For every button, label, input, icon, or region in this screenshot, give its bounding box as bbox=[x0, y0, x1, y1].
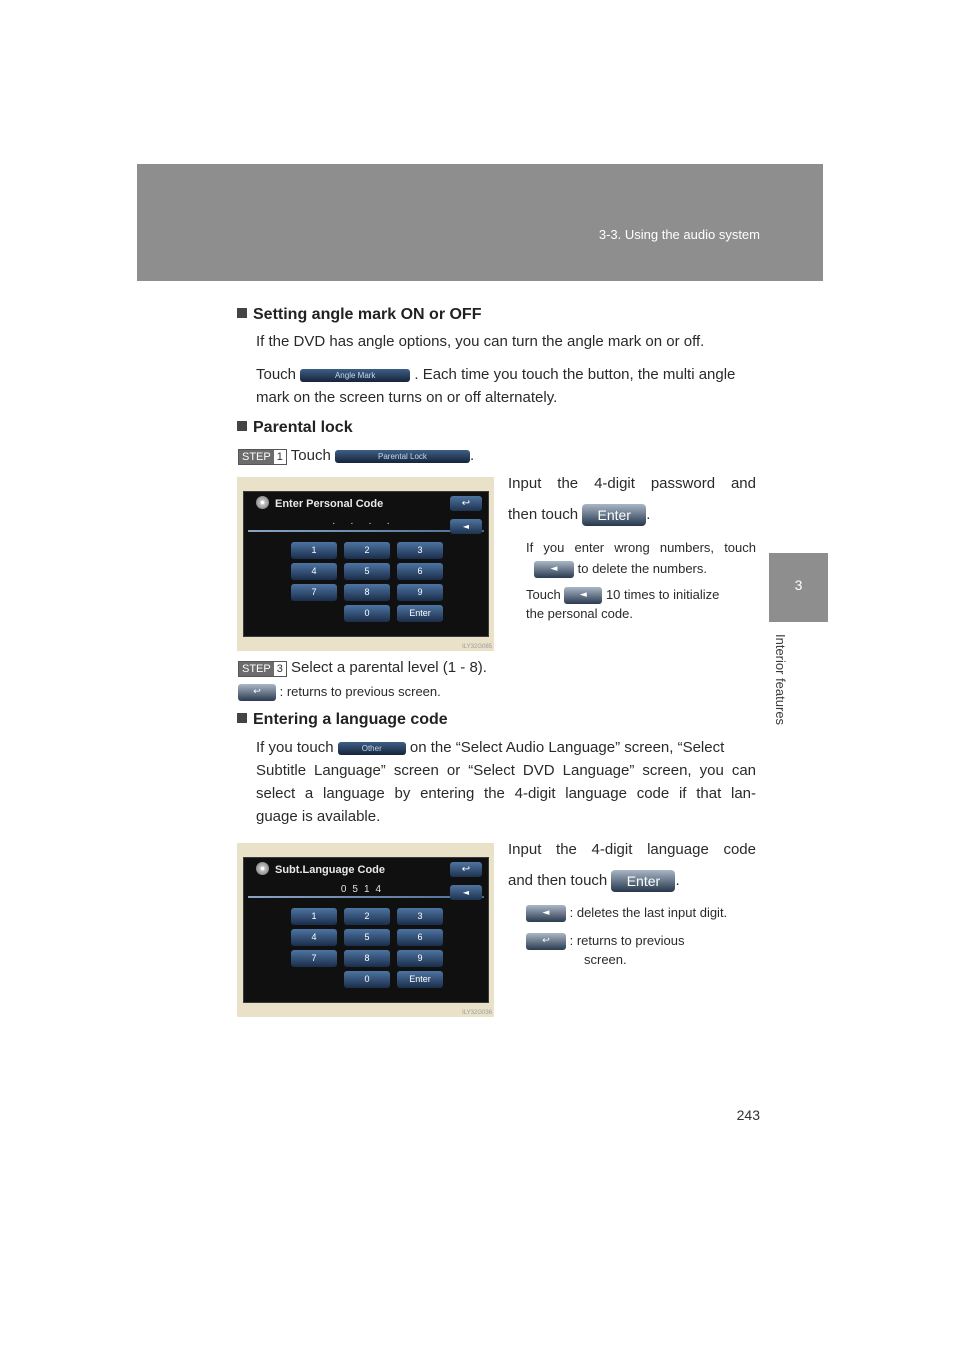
angle-mark-heading: Setting angle mark ON or OFF bbox=[237, 306, 481, 324]
angle-mark-line2: Touch Angle Mark . Each time you touch the button, the multi angle bbox=[256, 366, 736, 383]
delete-icon: ◄ bbox=[534, 561, 574, 578]
language-input-b: and then touch Enter . bbox=[508, 869, 758, 892]
square-bullet-icon bbox=[237, 421, 247, 431]
step2-text-a: Input the 4-digit password and bbox=[508, 475, 756, 492]
code-display: · · · · bbox=[332, 518, 396, 529]
language-p2: Subtitle Language” screen or “Select DVD Language” screen, you can bbox=[256, 762, 756, 779]
chapter-label: Interior features bbox=[773, 634, 788, 726]
divider bbox=[248, 530, 484, 532]
key-enter[interactable]: Enter bbox=[397, 971, 443, 988]
delete-button[interactable]: ◄ bbox=[450, 885, 482, 900]
language-code-heading: Entering a language code bbox=[237, 711, 448, 729]
key-2[interactable]: 2 bbox=[344, 542, 390, 559]
header-band bbox=[137, 164, 823, 281]
back-note: ↩ : returns to previous screen. bbox=[238, 682, 638, 701]
back-button[interactable]: ↩ bbox=[450, 862, 482, 877]
screen-title: Subt.Language Code bbox=[275, 864, 385, 876]
back-icon: ↩ bbox=[526, 933, 566, 950]
section-title: 3-3. Using the audio system bbox=[598, 227, 760, 242]
note-initialize: Touch ◄ 10 times to initialize the personal code. bbox=[526, 587, 720, 622]
key-2[interactable]: 2 bbox=[344, 908, 390, 925]
angle-mark-line3: mark on the screen turns on or off alternately. bbox=[256, 389, 558, 406]
language-p1: If you touch Other on the “Select Audio Language” screen, “Select bbox=[256, 739, 725, 756]
angle-mark-button[interactable]: Angle Mark bbox=[300, 369, 410, 382]
key-9[interactable]: 9 bbox=[397, 584, 443, 601]
screenshot-enter-personal-code bbox=[237, 477, 494, 651]
language-input-a: Input the 4-digit language code bbox=[508, 841, 756, 858]
angle-mark-line1: If the DVD has angle options, you can turn the angle mark on or off. bbox=[256, 333, 705, 350]
image-id: ILY32G036 bbox=[462, 1010, 492, 1016]
key-9[interactable]: 9 bbox=[397, 950, 443, 967]
divider bbox=[248, 896, 484, 898]
language-p4: guage is available. bbox=[256, 808, 381, 825]
disc-icon bbox=[256, 496, 269, 509]
step1-row: STEP 1 Touch Parental Lock . bbox=[238, 444, 758, 467]
display-screen bbox=[243, 857, 489, 1003]
key-4[interactable]: 4 bbox=[291, 929, 337, 946]
delete-icon: ◄ bbox=[564, 587, 602, 604]
key-7[interactable]: 7 bbox=[291, 950, 337, 967]
language-p3: select a language by entering the 4-digit language code if that lan- bbox=[256, 785, 756, 802]
key-0[interactable]: 0 bbox=[344, 605, 390, 622]
key-3[interactable]: 3 bbox=[397, 542, 443, 559]
square-bullet-icon bbox=[237, 308, 247, 318]
step2-text-b: then touch Enter . bbox=[508, 503, 758, 526]
parental-lock-heading: Parental lock bbox=[237, 419, 353, 437]
parental-lock-button[interactable]: Parental Lock bbox=[335, 450, 470, 463]
step3-badge: STEP 3 bbox=[238, 661, 287, 677]
key-1[interactable]: 1 bbox=[291, 908, 337, 925]
code-display: 0514 bbox=[340, 884, 388, 895]
chapter-number: 3 bbox=[794, 577, 803, 593]
key-6[interactable]: 6 bbox=[397, 563, 443, 580]
delete-note: ◄ : deletes the last input digit. bbox=[526, 903, 758, 922]
image-id: ILY32G085 bbox=[462, 644, 492, 650]
screen-title: Enter Personal Code bbox=[275, 498, 384, 510]
back-icon: ↩ bbox=[238, 684, 276, 701]
key-1[interactable]: 1 bbox=[291, 542, 337, 559]
key-7[interactable]: 7 bbox=[291, 584, 337, 601]
back-button[interactable]: ↩ bbox=[450, 496, 482, 511]
enter-button[interactable]: Enter bbox=[582, 504, 646, 526]
delete-button[interactable]: ◄ bbox=[450, 519, 482, 534]
note-wrong-numbers: If you enter wrong numbers, touch ◄ to delete the numbers. bbox=[526, 538, 756, 578]
step3-row: STEP 3 Select a parental level (1 - 8). bbox=[238, 656, 758, 679]
key-8[interactable]: 8 bbox=[344, 584, 390, 601]
key-5[interactable]: 5 bbox=[344, 929, 390, 946]
display-screen bbox=[243, 491, 489, 637]
page-number: 243 bbox=[736, 1107, 760, 1123]
other-button[interactable]: Other bbox=[338, 742, 406, 755]
key-4[interactable]: 4 bbox=[291, 563, 337, 580]
step1-badge: STEP 1 bbox=[238, 449, 287, 465]
screenshot-subt-language-code bbox=[237, 843, 494, 1017]
enter-button[interactable]: Enter bbox=[611, 870, 675, 892]
disc-icon bbox=[256, 862, 269, 875]
key-3[interactable]: 3 bbox=[397, 908, 443, 925]
back-note-2: ↩ : returns to previous screen. bbox=[526, 931, 758, 969]
key-6[interactable]: 6 bbox=[397, 929, 443, 946]
square-bullet-icon bbox=[237, 713, 247, 723]
key-5[interactable]: 5 bbox=[344, 563, 390, 580]
key-enter[interactable]: Enter bbox=[397, 605, 443, 622]
delete-icon: ◄ bbox=[526, 905, 566, 922]
key-8[interactable]: 8 bbox=[344, 950, 390, 967]
key-0[interactable]: 0 bbox=[344, 971, 390, 988]
